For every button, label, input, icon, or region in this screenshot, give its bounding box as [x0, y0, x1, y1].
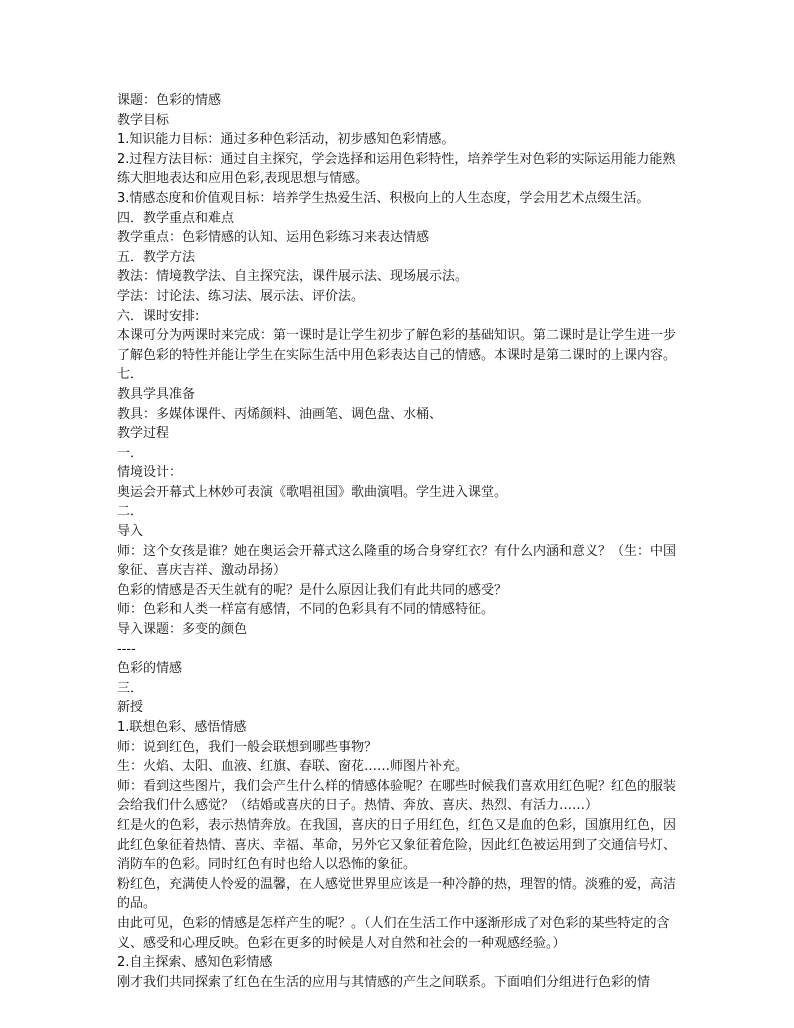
section-heading: 教具学具准备	[117, 386, 196, 402]
paragraph: 教法：情境教学法、自主探究法，课件展示法、现场展示法。	[117, 269, 469, 285]
section-heading: 二．	[117, 504, 144, 520]
paragraph: 教学重点：色彩情感的认知、运用色彩练习来表达情感	[117, 230, 430, 246]
section-heading: 七．	[117, 367, 144, 383]
section-heading: 三．	[117, 680, 144, 696]
paragraph: 导入课题：多变的颜色	[117, 622, 248, 638]
paragraph: 情境设计：	[117, 465, 183, 481]
paragraph: 奥运会开幕式上林妙可表演《歌唱祖国》歌曲演唱。学生进入课堂。	[117, 484, 508, 500]
paragraph: 粉红色，充满使人怜爱的温馨，在人感觉世界里应该是一种冷静的热，理智的情。淡雅的爱，高洁的品。	[117, 876, 677, 912]
paragraph: 1.联想色彩、感悟情感	[117, 720, 247, 735]
paragraph: 学法：讨论法、练习法、展示法、评价法。	[117, 288, 365, 304]
section-heading: 教学目标	[117, 112, 170, 128]
paragraph: 生：火焰、太阳、血液、红旗、春联、窗花……师图片补充。	[117, 759, 469, 775]
section-heading: 教学过程	[117, 426, 170, 442]
section-heading: 五．教学方法	[117, 249, 196, 265]
paragraph: 1.知识能力目标：通过多种色彩活动，初步感知色彩情感。	[117, 132, 455, 148]
paragraph: 3.情感态度和价值观目标：培养学生热爱生活、积极向上的人生态度，学会用艺术点缀生活。	[117, 190, 650, 206]
section-heading: 四．教学重点和难点	[117, 210, 235, 226]
document-body	[117, 91, 681, 992]
section-heading: 一．	[117, 445, 144, 461]
divider-text: ----	[117, 641, 136, 657]
paragraph: 教具：多媒体课件、丙烯颜料、油画笔、调色盘、水桶、	[117, 406, 443, 422]
paragraph: 红是火的色彩，表示热情奔放。在我国，喜庆的日子用红色，红色又是血的色彩，国旗用红色，因此红色象征着热情、喜庆、幸福、革命，另外它又象征着危险，因此红色被运用到了交通信号灯、消防车的色彩。同时红色有时也给人以恐怖的象征。	[117, 817, 677, 873]
section-heading: 六．课时安排:	[117, 308, 200, 324]
paragraph: 2.自主探索、感知色彩情感	[117, 955, 273, 971]
paragraph: 师：看到这些图片，我们会产生什么样的情感体验呢？在哪些时候我们喜欢用红色呢？红色的服装会给我们什么感觉？（结婚或喜庆的日子。热情、奔放、喜庆、热烈、有活力……）	[117, 778, 677, 814]
paragraph: 师：说到红色，我们一般会联想到哪些事物？	[117, 739, 378, 755]
paragraph: 色彩的情感是否天生就有的呢？是什么原因让我们有此共同的感受？	[117, 582, 508, 598]
lesson-title: 课题：色彩的情感	[117, 93, 222, 108]
section-heading: 色彩的情感	[117, 661, 183, 677]
paragraph: 师：色彩和人类一样富有感情，不同的色彩具有不同的情感特征。	[117, 602, 495, 618]
section-heading: 导入	[117, 524, 144, 540]
paragraph: 由此可见，色彩的情感是怎样产生的呢？。（人们在生活工作中逐渐形成了对色彩的某些特定的含义、感受和心理反映。色彩在更多的时候是人对自然和社会的一种观感经验。）	[117, 915, 670, 951]
paragraph: 本课可分为两课时来完成：第一课时是让学生初步了解色彩的基础知识。第二课时是让学生进一步了解色彩的特性并能让学生在实际生活中用色彩表达自己的情感。本课时是第二课时的上课内容。	[117, 328, 677, 363]
paragraph: 刚才我们共同探索了红色在生活的应用与其情感的产生之间联系。下面咱们分组进行色彩的情	[117, 974, 651, 990]
section-heading: 新授	[117, 700, 144, 716]
paragraph: 师：这个女孩是谁？她在奥运会开幕式这么隆重的场合身穿红衣？有什么内涵和意义？（生：中国象征、喜庆吉祥、激动昂扬）	[117, 543, 677, 579]
paragraph: 2.过程方法目标：通过自主探究，学会选择和运用色彩特性，培养学生对色彩的实际运用能力能熟练大胆地表达和应用色彩,表现思想与情感。	[117, 151, 676, 187]
